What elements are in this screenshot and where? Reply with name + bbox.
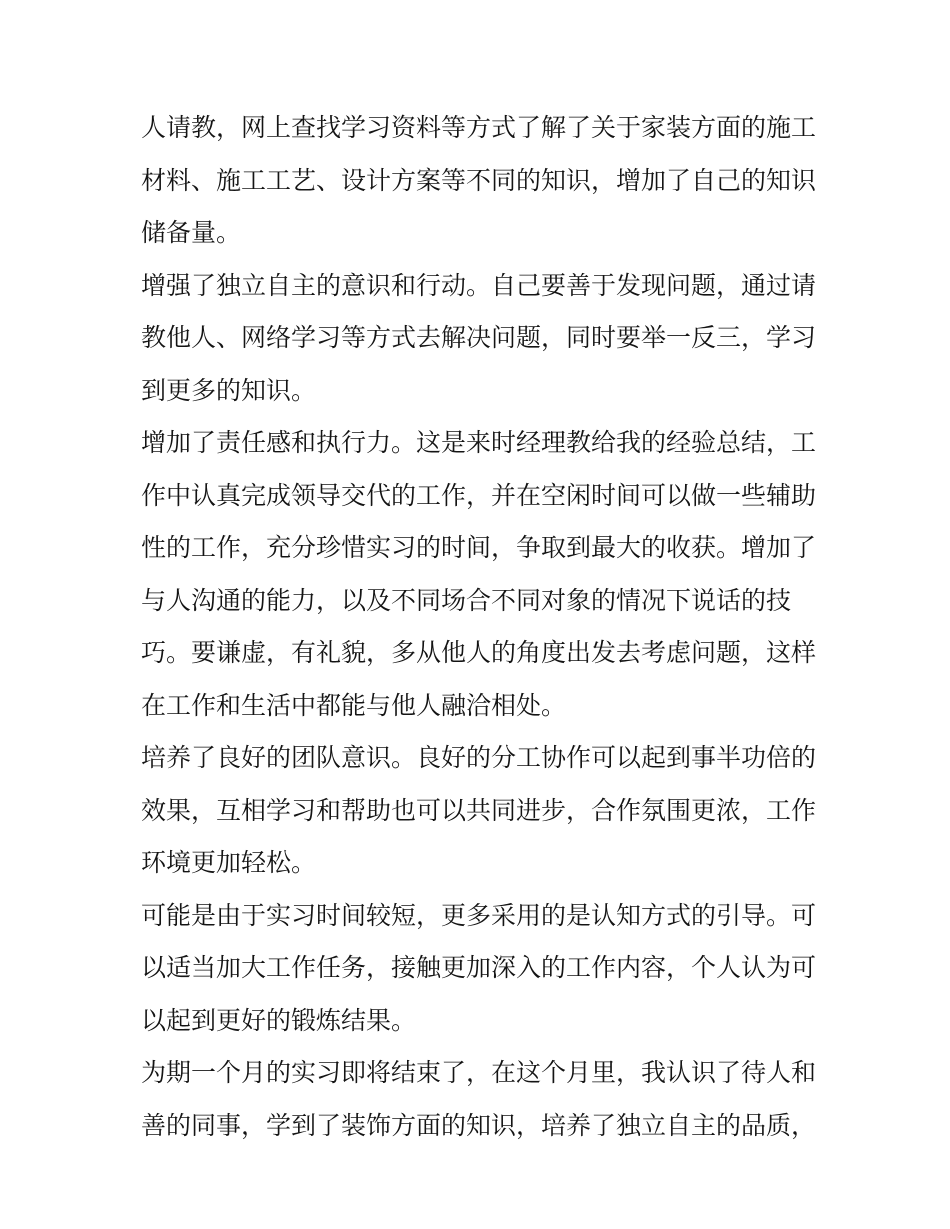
text-line: 材料、施工工艺、设计方案等不同的知识，增加了自己的知识 (141, 165, 817, 195)
text-line: 可能是由于实习时间较短，更多采用的是认知方式的引导。可 (141, 900, 817, 930)
text-line: 为期一个月的实习即将结束了，在这个月里，我认识了待人和 (141, 1058, 817, 1087)
text-line: 培养了良好的团队意识。良好的分工协作可以起到事半功倍的 (141, 743, 817, 772)
text-line: 性的工作，充分珍惜实习的时间，争取到最大的收获。增加了 (141, 533, 817, 562)
text-line: 教他人、网络学习等方式去解决问题，同时要举一反三，学习 (141, 323, 817, 352)
text-line: 人请教，网上查找学习资料等方式了解了关于家装方面的施工 (141, 113, 817, 142)
paragraph-2 (141, 260, 821, 418)
text-line: 效果，互相学习和帮助也可以共同进步，合作氛围更浓，工作 (141, 795, 817, 825)
text-line: 以起到更好的锻炼结果。 (141, 1005, 417, 1035)
text-line: 环境更加轻松。 (141, 848, 317, 877)
text-line: 在工作和生活中都能与他人融洽相处。 (141, 690, 567, 720)
text-line: 与人沟通的能力，以及不同场合不同对象的情况下说话的技 (141, 585, 792, 615)
document-body (141, 102, 821, 1152)
paragraph-5 (141, 890, 821, 1048)
paragraph-6 (141, 1047, 821, 1152)
text-line: 以适当加大工作任务，接触更加深入的工作内容，个人认为可 (141, 953, 817, 982)
paragraph-1 (141, 102, 821, 260)
text-line: 善的同事，学到了装饰方面的知识，培养了独立自主的品质， (141, 1110, 817, 1140)
text-line: 作中认真完成领导交代的工作，并在空闲时间可以做一些辅助 (141, 480, 817, 510)
text-line: 储备量。 (141, 218, 242, 247)
text-line: 到更多的知识。 (141, 375, 317, 405)
text-line: 增加了责任感和执行力。这是来时经理教给我的经验总结，工 (141, 428, 817, 457)
text-line: 增强了独立自主的意识和行动。自己要善于发现问题，通过请 (141, 270, 817, 300)
text-line: 巧。要谦虚，有礼貌，多从他人的角度出发去考虑问题，这样 (141, 638, 817, 667)
paragraph-4 (141, 732, 821, 890)
paragraph-3 (141, 417, 821, 732)
